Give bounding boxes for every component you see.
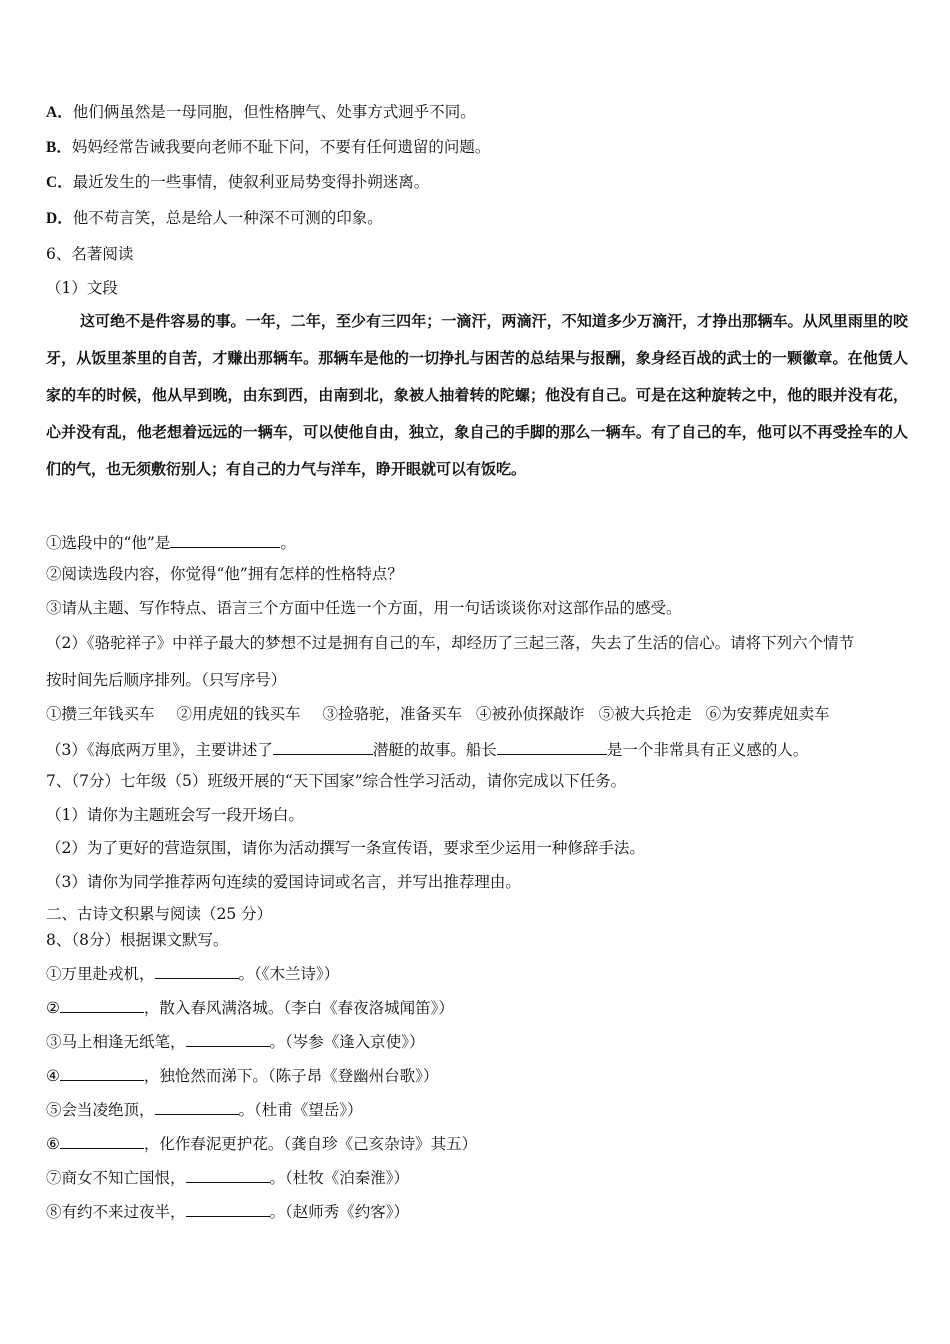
q6-sub2-line1: （2）《骆驼祥子》中祥子最大的梦想不过是拥有自己的车，却经历了三起三落，失去了生活的信心。请将下列六个情节 — [46, 634, 855, 652]
q8-line — [46, 996, 906, 1018]
q6-q1-end: 。 — [280, 534, 296, 552]
q6-sub2-line2: 按时间先后顺序排列。（只写序号） — [46, 671, 287, 689]
q8-line-pre: ③马上相逢无纸笔， — [46, 1033, 186, 1051]
q8-line-pre: ①万里赴戎机， — [46, 965, 155, 983]
option-text: 他不苟言笑，总是给人一种深不可测的印象。 — [72, 209, 383, 227]
q6-q2: ②阅读选段内容，你觉得“他”拥有怎样的性格特点？ — [46, 565, 403, 583]
q6-events — [46, 704, 906, 724]
answer-blank[interactable] — [60, 996, 144, 1013]
event-item: ③捡骆驼，准备买车 — [322, 705, 463, 723]
q8-line — [46, 1030, 906, 1052]
q8-line-post: 。（杜牧《泊秦淮》） — [269, 1169, 410, 1187]
option-letter: C． — [46, 174, 73, 191]
option-a — [46, 102, 906, 123]
q6-sub3-text: （3）《海底两万里》，主要讲述了 — [46, 741, 273, 759]
q6-sub3 — [46, 738, 906, 760]
section-heading: 二、古诗文积累与阅读（25 分） — [46, 905, 273, 923]
option-letter: B． — [46, 139, 72, 156]
q6-sub3-end: 是一个非常具有正义感的人。 — [606, 741, 809, 759]
q8-line-pre: ⑦商女不知亡国恨， — [46, 1169, 186, 1187]
answer-blank[interactable] — [497, 738, 607, 755]
option-text: 妈妈经常告诫我要向老师不耻下问，不要有任何遗留的问题。 — [71, 138, 491, 156]
q8-line-post: 。（岑参《逢入京使》） — [269, 1033, 425, 1051]
q8-line-post: ，独怆然而涕下。（陈子昂《登幽州台歌》） — [143, 1067, 439, 1085]
q8-line — [46, 1098, 906, 1120]
q8-line-pre: ② — [46, 999, 60, 1017]
q6-sub3-mid: 潜艇的故事。船长 — [372, 741, 497, 759]
q6-title: 6、名著阅读 — [46, 245, 134, 263]
q6-passage: 这可绝不是件容易的事。一年，二年，至少有三四年；一滴汗，两滴汗，不知道多少万滴汗，才挣出那辆车。从风里雨里的咬牙，从饭里茶里的自苦，才赚出那辆车。那辆车是他的一切挣扎与困苦的总结果与报酬，象身经百战的武士的一颗徽章。在他赁人家的车的时候，他从早到晚，由东到西，由南到北，象被人抽着转的陀螺；他没有自己。可是在这种旋转之中，他的眼并没有花，心并没有乱，他老想着远远的一辆车，可以使他自由，独立，象自己的手脚的那么一辆车。有了自己的车，他可以不再受拴车的人们的气，也无须敷衍别人；有自己的力气与洋车，睁开眼就可以有饭吃。 — [46, 312, 908, 478]
option-b — [46, 137, 906, 158]
q8-line-post: 。（《木兰诗》） — [238, 965, 340, 983]
answer-blank[interactable] — [170, 531, 280, 548]
q8-line — [46, 962, 906, 984]
answer-blank[interactable] — [60, 1064, 144, 1081]
event-item: ⑤被大兵抢走 — [598, 705, 692, 723]
answer-blank[interactable] — [186, 1200, 270, 1217]
q8-line — [46, 1200, 906, 1222]
q8-line-pre: ⑤会当凌绝顶， — [46, 1101, 155, 1119]
q7-item: （3）请你为同学推荐两句连续的爱国诗词或名言，并写出推荐理由。 — [46, 873, 521, 891]
answer-blank[interactable] — [155, 962, 239, 979]
q8-line-pre: ⑥ — [46, 1135, 60, 1153]
q6-q3: ③请从主题、写作特点、语言三个方面中任选一个方面，用一句话谈谈你对这部作品的感受。 — [46, 599, 682, 617]
answer-blank[interactable] — [186, 1030, 270, 1047]
q7-item: （1）请你为主题班会写一段开场白。 — [46, 806, 304, 824]
answer-blank[interactable] — [60, 1132, 144, 1149]
answer-blank[interactable] — [155, 1098, 239, 1115]
answer-blank[interactable] — [186, 1166, 270, 1183]
q8-line-post: ，化作春泥更护花。（龚自珍《己亥杂诗》其五） — [143, 1135, 478, 1153]
event-item: ①攒三年钱买车 — [46, 705, 155, 723]
q8-title: 8、（8分）根据课文默写。 — [46, 931, 229, 949]
q7-item: （2）为了更好的营造氛围，请你为活动撰写一条宣传语，要求至少运用一种修辞手法。 — [46, 839, 645, 857]
q8-line-pre: ⑧有约不来过夜半， — [46, 1203, 186, 1221]
option-text: 最近发生的一些事情，使叙利亚局势变得扑朔迷离。 — [72, 173, 430, 191]
q8-line — [46, 1064, 906, 1086]
option-c — [46, 172, 906, 193]
option-letter: A． — [46, 104, 73, 121]
q6-q1-text: ①选段中的“他”是 — [46, 534, 171, 552]
option-letter: D． — [46, 210, 73, 227]
answer-blank[interactable] — [273, 738, 373, 755]
option-d — [46, 208, 906, 229]
event-item: ②用虎妞的钱买车 — [176, 705, 301, 723]
q8-line-pre: ④ — [46, 1067, 60, 1085]
q7-title: 7、（7分）七年级（5）班级开展的“天下国家”综合性学习活动，请你完成以下任务。 — [46, 772, 627, 790]
q8-line — [46, 1166, 906, 1188]
event-item: ④被孙侦探敲诈 — [476, 705, 585, 723]
event-item: ⑥为安葬虎妞卖车 — [705, 705, 830, 723]
q8-line-post: 。（赵师秀《约客》） — [269, 1203, 410, 1221]
option-text: 他们俩虽然是一母同胞，但性格脾气、处事方式迥乎不同。 — [72, 103, 476, 121]
q8-line-post: 。（杜甫《望岳》） — [238, 1101, 363, 1119]
q6-q1 — [46, 531, 906, 553]
q8-line-post: ，散入春风满洛城。（李白《春夜洛城闻笛》） — [143, 999, 454, 1017]
q6-sub1: （1）文段 — [46, 279, 118, 297]
q8-line — [46, 1132, 906, 1154]
